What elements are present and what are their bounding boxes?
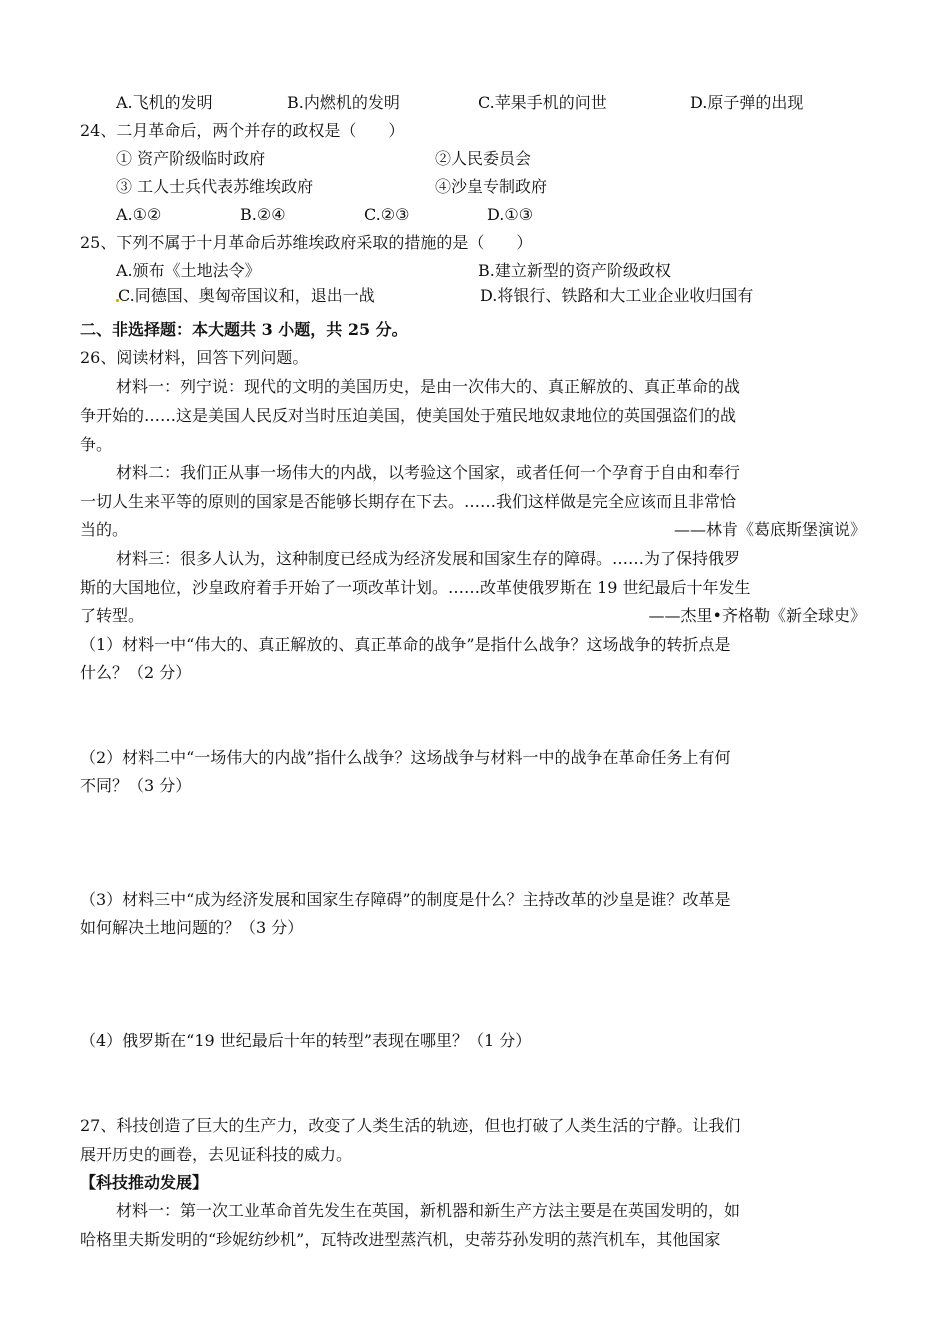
q23-option-b: B.内燃机的发明 <box>287 93 400 112</box>
q26-m3-line1: 材料三：很多人认为，这种制度已经成为经济发展和国家生存的障碍。……为了保持俄罗 <box>116 549 741 568</box>
q23-option-a: A.飞机的发明 <box>116 93 213 112</box>
q24-option-b: B.②④ <box>240 205 286 224</box>
q26-sub1-line2: 什么？（2 分） <box>80 663 192 682</box>
q24-option-c: C.②③ <box>364 205 410 224</box>
q24-item-4: ④沙皇专制政府 <box>435 177 548 196</box>
q26-m2-line1: 材料二：我们正从事一场伟大的内战，以考验这个国家，或者任何一个孕育于自由和奉行 <box>116 463 741 482</box>
q24-item-3: ③ 工人士兵代表苏维埃政府 <box>116 177 314 196</box>
q26-sub1-line1: （1）材料一中“伟大的、真正解放的、真正革命的战争”是指什么战争？这场战争的转折点是 <box>80 635 731 654</box>
q24-option-d: D.①③ <box>487 205 534 224</box>
q24-options <box>0 205 950 225</box>
q25-option-c: C.同德国、奥匈帝国议和，退出一战 <box>118 286 375 305</box>
q26-sub4: （4）俄罗斯在“19 世纪最后十年的转型”表现在哪里？（1 分） <box>80 1031 532 1050</box>
q26-m1-line1: 材料一：列宁说：现代的文明的美国历史，是由一次伟大的、真正解放的、真正革命的战 <box>116 377 741 396</box>
q26-m2-source: ——林肯《葛底斯堡演说》 <box>673 520 866 539</box>
q26-m1-line2: 争开始的……这是美国人民反对当时压迫美国，使美国处于殖民地奴隶地位的英国强盗们的战 <box>80 406 737 425</box>
q26-m2-line2: 一切人生来平等的原则的国家是否能够长期存在下去。……我们这样做是完全应该而且非常恰 <box>80 492 737 511</box>
q25-option-d: D.将银行、铁路和大工业企业收归国有 <box>480 286 754 305</box>
q24-item-2: ②人民委员会 <box>435 149 532 168</box>
q26-stem: 26、阅读材料，回答下列问题。 <box>80 348 309 367</box>
q24-stem: 24、二月革命后，两个并存的政权是（ ） <box>80 121 405 140</box>
q25-option-b: B.建立新型的资产阶级政权 <box>478 261 671 280</box>
q26-m3-line3: 了转型。 <box>80 606 145 625</box>
q26-sub3-line2: 如何解决土地问题的？（3 分） <box>80 918 304 937</box>
q23-option-c: C.苹果手机的问世 <box>478 93 607 112</box>
q27-stem-line1: 27、科技创造了巨大的生产力，改变了人类生活的轨迹，但也打破了人类生活的宁静。让我们 <box>80 1116 741 1135</box>
q24-items-row2 <box>0 177 950 197</box>
q24-option-a: A.①② <box>116 205 162 224</box>
q26-m1-line3: 争。 <box>80 435 113 454</box>
q23-option-d: D.原子弹的出现 <box>690 93 804 112</box>
q25-stem: 25、下列不属于十月革命后苏维埃政府采取的措施的是（ ） <box>80 233 533 252</box>
q27-m1-line1: 材料一：第一次工业革命首先发生在英国，新机器和新生产方法主要是在英国发明的，如 <box>116 1201 741 1220</box>
q26-m3-line2: 斯的大国地位，沙皇政府着手开始了一项改革计划。……改革使俄罗斯在 19 世纪最后十年发生 <box>80 578 751 597</box>
q23-options <box>0 93 950 113</box>
q27-stem-line2: 展开历史的画卷，去见证科技的威力。 <box>80 1145 353 1164</box>
q27-heading: 【科技推动发展】 <box>80 1173 209 1192</box>
q26-m3-source: ——杰里•齐格勒《新全球史》 <box>648 606 866 625</box>
q26-m2-line3: 当的。 <box>80 520 129 539</box>
q27-m1-line2: 哈格里夫斯发明的“珍妮纺纱机”，瓦特改进型蒸汽机，史蒂芬孙发明的蒸汽机车，其他国家 <box>80 1230 721 1249</box>
q24-item-1: ① 资产阶级临时政府 <box>116 149 266 168</box>
q26-sub3-line1: （3）材料三中“成为经济发展和国家生存障碍”的制度是什么？主持改革的沙皇是谁？改革是 <box>80 890 731 909</box>
q26-sub2-line2: 不同？（3 分） <box>80 776 192 795</box>
q25-option-a: A.颁布《土地法令》 <box>116 261 261 280</box>
q24-items-row1 <box>0 149 950 169</box>
q25-options-row2 <box>0 286 950 306</box>
section2-heading: 二、非选择题：本大题共 3 小题，共 25 分。 <box>80 320 408 339</box>
q25-options-row1 <box>0 261 950 281</box>
q26-sub2-line1: （2）材料二中“一场伟大的内战”指什么战争？这场战争与材料一中的战争在革命任务上有何 <box>80 748 731 767</box>
